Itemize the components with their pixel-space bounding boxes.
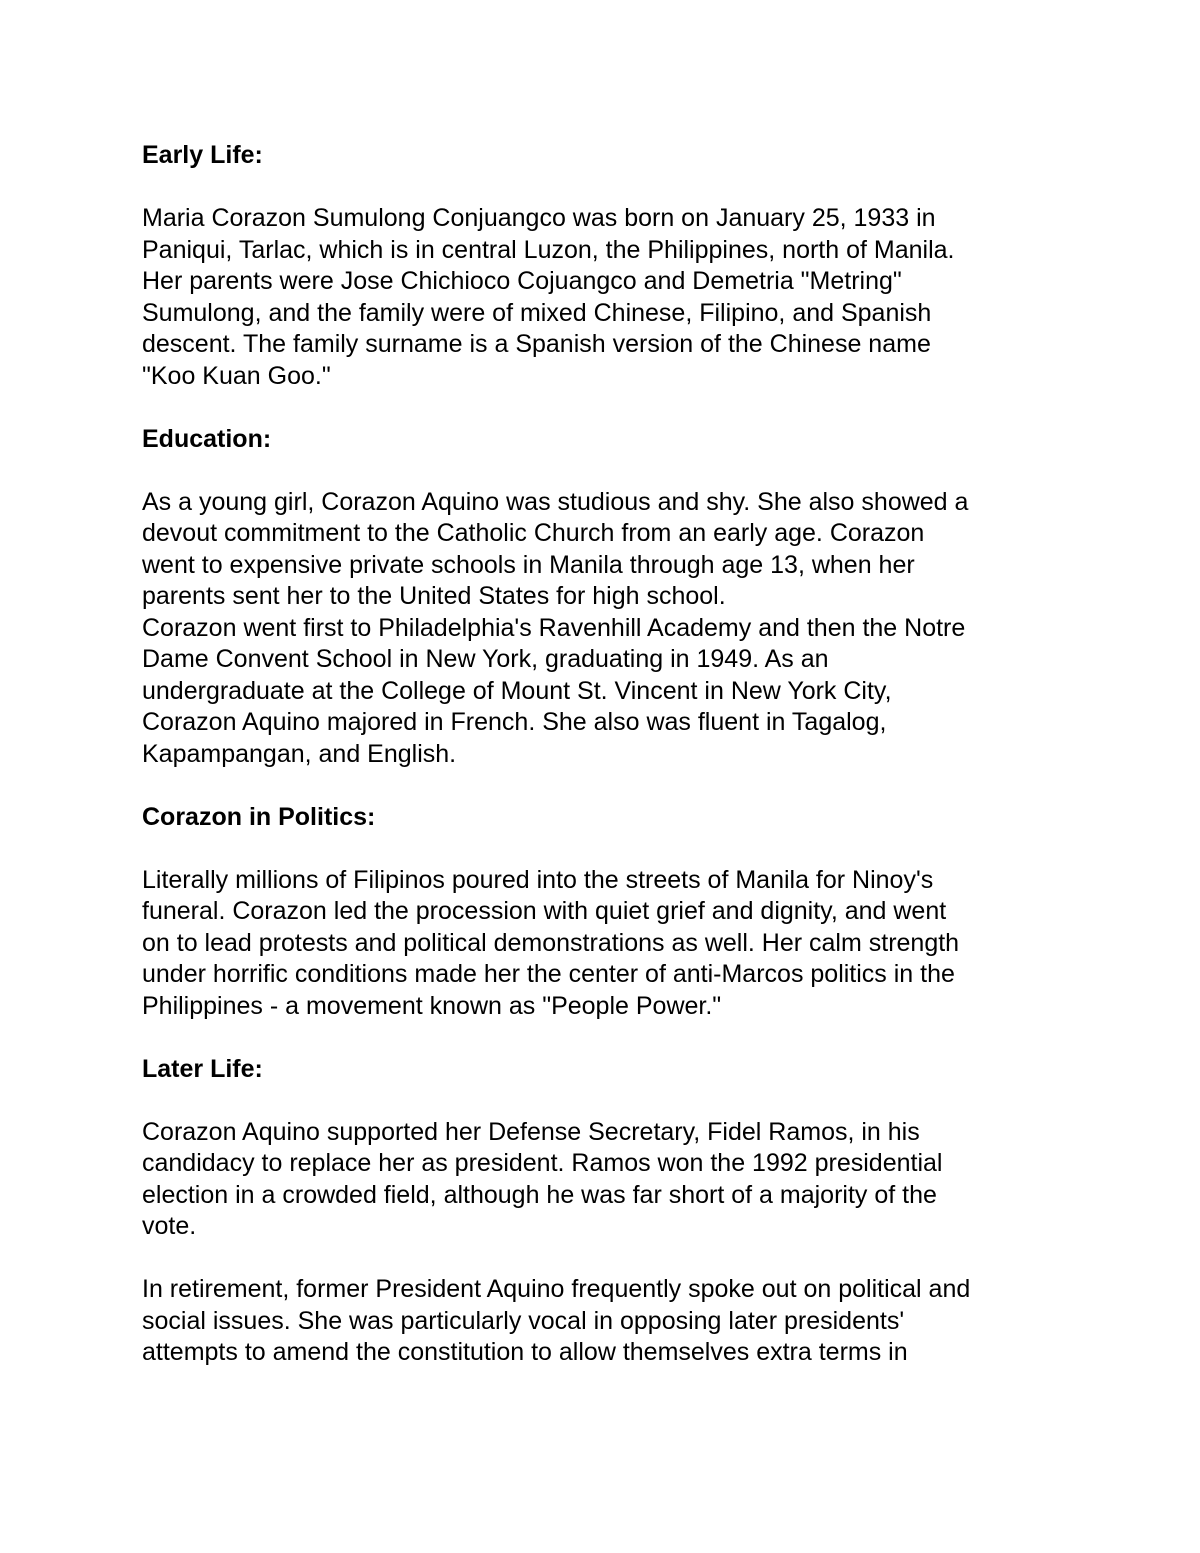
paragraph: [142, 203, 1062, 392]
text-line: Dame Convent School in New York, graduating in 1949. As an: [142, 645, 829, 673]
paragraph: [142, 487, 1062, 771]
text-line: Corazon went first to Philadelphia's Ravenhill Academy and then the Notre: [142, 613, 966, 642]
paragraph: [142, 1117, 1062, 1243]
text-line: Corazon Aquino supported her Defense Secretary, Fidel Ramos, in his: [142, 1117, 920, 1146]
text-line: parents sent her to the United States for high school.: [142, 582, 726, 610]
text-line: candidacy to replace her as president. Ramos won the 1992 presidential: [142, 1149, 943, 1177]
text-line: funeral. Corazon led the procession with quiet grief and dignity, and went: [142, 897, 947, 925]
text-line: Her parents were Jose Chichioco Cojuangco and Demetria "Metring": [142, 267, 902, 295]
text-line: Maria Corazon Sumulong Conjuangco was born on January 25, 1933 in: [142, 204, 936, 232]
paragraph: [142, 1274, 1062, 1369]
text-line: "Koo Kuan Goo.": [142, 361, 331, 390]
text-line: on to lead protests and political demonstrations as well. Her calm strength: [142, 928, 960, 957]
section-later-life: [142, 1054, 1062, 1369]
paragraph: [142, 865, 1062, 1023]
section-heading: Corazon in Politics:: [142, 802, 376, 831]
section-heading: Education:: [142, 424, 272, 453]
text-line: went to expensive private schools in Manila through age 13, when her: [142, 550, 915, 579]
text-line: devout commitment to the Catholic Church from an early age. Corazon: [142, 519, 925, 547]
text-line: As a young girl, Corazon Aquino was studious and shy. She also showed a: [142, 487, 969, 516]
text-line: Sumulong, and the family were of mixed Chinese, Filipino, and Spanish: [142, 298, 932, 327]
section-education: [142, 424, 1062, 802]
section-corazon-in-politics: [142, 802, 1062, 1054]
text-line: social issues. She was particularly vocal in opposing later presidents': [142, 1306, 905, 1335]
text-line: attempts to amend the constitution to allow themselves extra terms in: [142, 1338, 908, 1366]
section-early-life: [142, 140, 1062, 424]
text-line: In retirement, former President Aquino frequently spoke out on political and: [142, 1275, 971, 1303]
text-line: vote.: [142, 1212, 197, 1240]
text-line: Literally millions of Filipinos poured into the streets of Manila for Ninoy's: [142, 865, 934, 894]
text-line: under horrific conditions made her the center of anti-Marcos politics in the: [142, 960, 955, 988]
text-line: Corazon Aquino majored in French. She also was fluent in Tagalog,: [142, 708, 887, 736]
text-line: descent. The family surname is a Spanish version of the Chinese name: [142, 330, 931, 358]
text-line: Kapampangan, and English.: [142, 739, 457, 768]
text-line: Philippines - a movement known as "People Power.": [142, 991, 722, 1020]
section-heading: Early Life:: [142, 141, 263, 169]
text-line: undergraduate at the College of Mount St. Vincent in New York City,: [142, 676, 892, 705]
text-line: Paniqui, Tarlac, which is in central Luzon, the Philippines, north of Manila.: [142, 235, 955, 264]
text-line: election in a crowded field, although he was far short of a majority of the: [142, 1180, 937, 1209]
document-body: [142, 140, 1062, 1369]
section-heading: Later Life:: [142, 1054, 263, 1083]
